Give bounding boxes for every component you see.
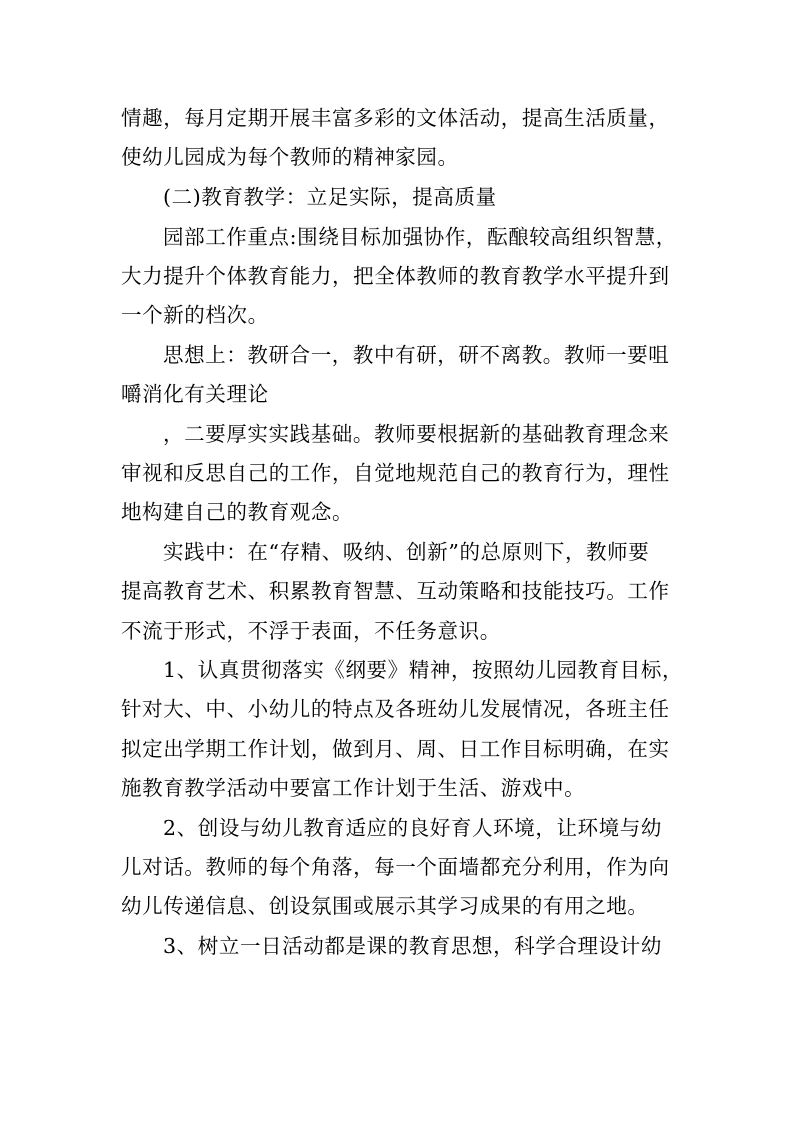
text-line-2: 使幼儿园成为每个教师的精神家园。 [121, 145, 459, 169]
text-line-14: 不流于形式，不浮于表面，不任务意识。 [121, 619, 501, 643]
text-line-16: 针对大、中、小幼儿的特点及各班幼儿发展情况，各班主任 [121, 697, 670, 721]
text-line-10: 审视和反思自己的工作，自觉地规范自己的教育行为，理性 [121, 461, 670, 485]
text-line-5: 大力提升个体教育能力，把全体教师的教育教学水平提升到 [121, 264, 670, 288]
text-line-22: 3、树立一日活动都是课的教育思想，科学合理设计幼 [163, 934, 662, 958]
text-line-18: 施教育教学活动中要富工作计划于生活、游戏中。 [121, 776, 586, 800]
text-line-8: 嚼消化有关理论 [121, 382, 269, 406]
text-line-1: 情趣，每月定期开展丰富多彩的文体活动，提高生活质量， [121, 106, 670, 130]
text-line-17: 拟定出学期工作计划，做到月、周、日工作目标明确，在实 [121, 737, 670, 761]
text-line-4: 园部工作重点:围绕目标加强协作，酝酿较高组织智慧， [163, 225, 677, 249]
text-line-9: ，二要厚实实践基础。教师要根据新的基础教育理念来 [163, 422, 670, 446]
text-line-20: 儿对话。教师的每个角落，每一个面墙都充分利用，作为向 [121, 855, 670, 879]
text-line-13: 提高教育艺术、积累教育智慧、互动策略和技能技巧。工作 [121, 579, 670, 603]
text-line-7: 思想上：教研合一，教中有研，研不离教。教师一要咀 [163, 343, 670, 367]
text-line-6: 一个新的档次。 [121, 303, 269, 327]
text-line-21: 幼儿传递信息、创设氛围或展示其学习成果的有用之地。 [121, 894, 649, 918]
text-line-15: 1、认真贯彻落实《纲要》精神，按照幼儿园教育目标， [163, 658, 684, 682]
text-line-12: 实践中：在“存精、吸纳、创新”的总原则下，教师要 [163, 540, 650, 564]
text-line-19: 2、创设与幼儿教育适应的良好育人环境，让环境与幼 [163, 816, 662, 840]
section-heading: (二)教育教学：立足实际，提高质量 [163, 185, 497, 209]
text-line-11: 地构建自己的教育观念。 [121, 500, 354, 524]
